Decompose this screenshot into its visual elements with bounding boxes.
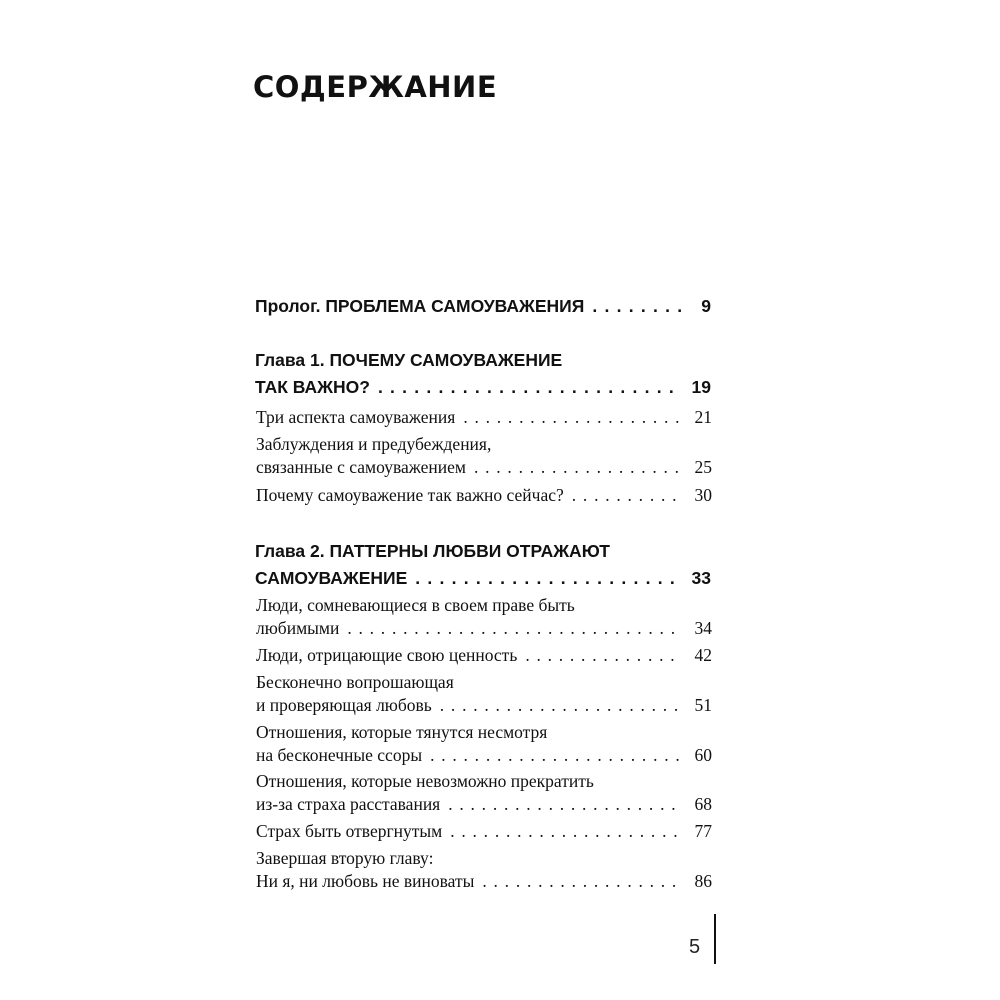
- toc-section-title: Бесконечно вопрошающая: [256, 672, 454, 692]
- toc-line: [256, 744, 712, 767]
- dot-leader: [525, 644, 682, 667]
- toc-line: [255, 347, 711, 374]
- toc-line: [256, 484, 712, 507]
- dot-leader: [430, 744, 682, 767]
- dot-leader: [450, 820, 682, 843]
- toc-line: [256, 433, 712, 456]
- toc-section-title-continued: на бесконечные ссоры: [256, 745, 423, 765]
- toc-line: [256, 847, 712, 870]
- toc-page-number: 51: [694, 695, 712, 715]
- toc-section: [256, 671, 712, 717]
- toc-entry-title: Глава 1. ПОЧЕМУ САМОУВАЖЕНИЕ: [255, 350, 563, 370]
- toc-page-number: 42: [694, 645, 712, 665]
- dot-leader: [440, 694, 682, 717]
- folio-rule: [714, 914, 716, 964]
- toc-section: [256, 406, 712, 429]
- dot-leader: [482, 870, 682, 893]
- toc-section-title-continued: связанные с самоуважением: [256, 457, 466, 477]
- toc-section-title-continued: из-за страха расставания: [256, 794, 441, 814]
- toc-page-number: 60: [694, 745, 712, 765]
- toc-line: [256, 406, 712, 429]
- page-title: СОДЕРЖАНИЕ: [253, 70, 498, 104]
- toc-line: [256, 870, 712, 893]
- toc-section: [256, 770, 712, 816]
- folio-page-number: 5: [689, 936, 701, 958]
- toc-prologue: [255, 293, 711, 320]
- toc-page-number: 68: [694, 794, 712, 814]
- toc-section-title-continued: Ни я, ни любовь не виноваты: [256, 871, 475, 891]
- toc-line: [256, 793, 712, 816]
- toc-entry-title-continued: ТАК ВАЖНО?: [255, 377, 370, 397]
- toc-section-title: Заблуждения и предубеждения,: [256, 434, 492, 454]
- toc-section-title: Завершая вторую главу:: [256, 848, 434, 868]
- toc-line: [256, 694, 712, 717]
- toc-line: [256, 721, 712, 744]
- toc-section-title: Люди, отрицающие свою ценность: [256, 645, 518, 665]
- toc-page-number: 9: [701, 296, 711, 316]
- dot-leader: [378, 374, 681, 401]
- toc-page-number: 86: [694, 871, 712, 891]
- toc-section: [256, 644, 712, 667]
- toc-line: [255, 565, 711, 592]
- toc-page-number: 25: [694, 457, 712, 477]
- toc-section-title-continued: любимыми: [256, 618, 340, 638]
- toc-line: [255, 293, 711, 320]
- toc-section: [256, 847, 712, 893]
- toc-section: [256, 594, 712, 640]
- toc-section-title: Отношения, которые невозможно прекратить: [256, 771, 594, 791]
- toc-page-number: 33: [691, 568, 711, 588]
- toc-line: [256, 820, 712, 843]
- toc-section-title: Три аспекта самоуважения: [256, 407, 456, 427]
- toc-chapter-2: [255, 538, 711, 592]
- toc-section-title: Страх быть отвергнутым: [256, 821, 443, 841]
- toc-entry-title: Пролог. ПРОБЛЕМА САМОУВАЖЕНИЯ: [255, 296, 585, 316]
- toc-line: [256, 594, 712, 617]
- toc-page-number: 19: [691, 377, 711, 397]
- toc-section-title: Почему самоуважение так важно сейчас?: [256, 485, 564, 505]
- dot-leader: [448, 793, 682, 816]
- dot-leader: [347, 617, 682, 640]
- toc-section: [256, 721, 712, 767]
- toc-section: [256, 820, 712, 843]
- toc-line: [255, 538, 711, 565]
- toc-section-title-continued: и проверяющая любовь: [256, 695, 432, 715]
- dot-leader: [474, 456, 682, 479]
- toc-entry-title: Глава 2. ПАТТЕРНЫ ЛЮБВИ ОТРАЖАЮТ: [255, 541, 610, 561]
- toc-section: [256, 484, 712, 507]
- toc-page-number: 34: [694, 618, 712, 638]
- toc-section: [256, 433, 712, 479]
- toc-chapter-1: [255, 347, 711, 401]
- toc-line: [256, 644, 712, 667]
- toc-page-number: 77: [694, 821, 712, 841]
- dot-leader: [463, 406, 682, 429]
- toc-line: [256, 770, 712, 793]
- toc-entry-title-continued: САМОУВАЖЕНИЕ: [255, 568, 408, 588]
- toc-line: [255, 374, 711, 401]
- toc-line: [256, 617, 712, 640]
- toc-line: [256, 456, 712, 479]
- toc-line: [256, 671, 712, 694]
- dot-leader: [592, 293, 681, 320]
- toc-page-number: 21: [694, 407, 712, 427]
- dot-leader: [415, 565, 681, 592]
- toc-section-title: Отношения, которые тянутся несмотря: [256, 722, 548, 742]
- dot-leader: [572, 484, 682, 507]
- toc-section-title: Люди, сомневающиеся в своем праве быть: [256, 595, 575, 615]
- toc-page-number: 30: [694, 485, 712, 505]
